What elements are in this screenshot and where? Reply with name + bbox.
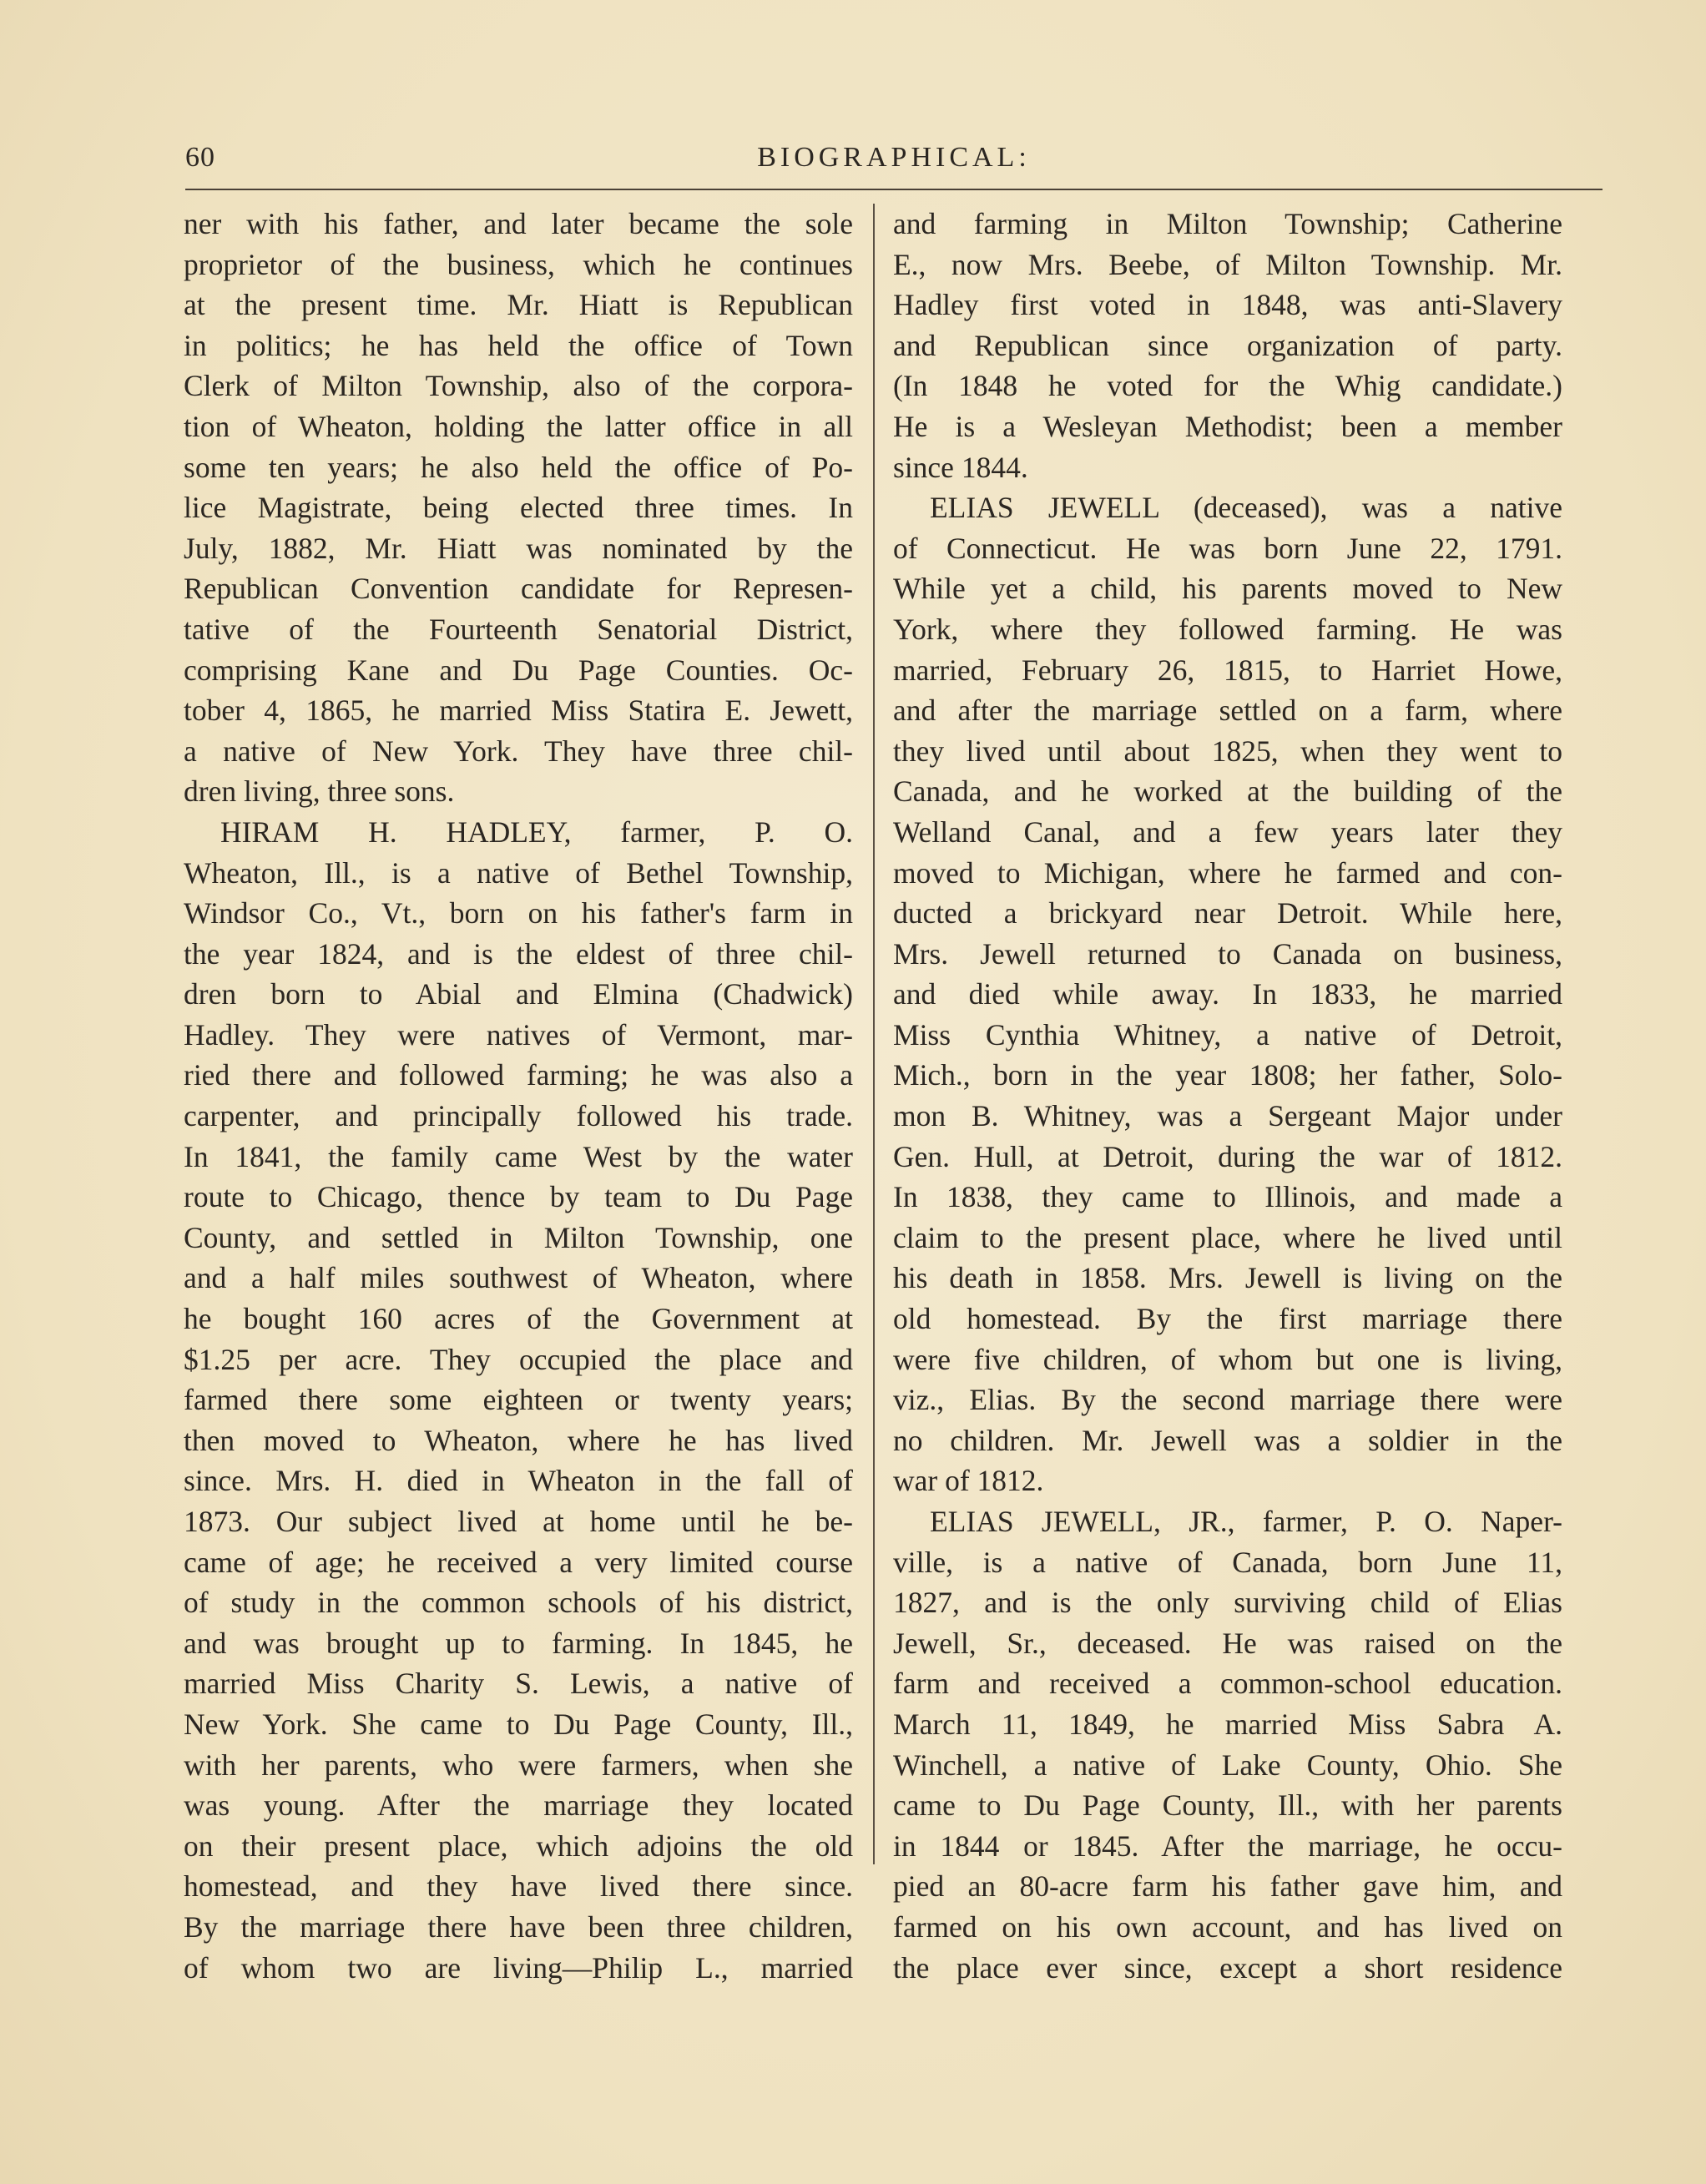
text-line: pied an 80-acre farm his father gave him, and: [893, 1869, 1562, 1904]
text-line: dren living, three sons.: [184, 774, 455, 809]
text-line: homestead, and they have lived there since.: [184, 1869, 853, 1904]
text-line: Republican Convention candidate for Represen-: [184, 572, 853, 606]
text-line: no children. Mr. Jewell was a soldier in the: [893, 1423, 1562, 1457]
column-divider: [873, 204, 875, 1864]
text-line: New York. She came to Du Page County, Ill.,: [184, 1707, 853, 1741]
text-line: ELIAS JEWELL (deceased), was a native: [930, 491, 1562, 525]
text-line: his death in 1858. Mrs. Jewell is living on the: [893, 1261, 1562, 1295]
text-line: While yet a child, his parents moved to New: [893, 572, 1562, 606]
page-header: [185, 142, 1603, 182]
text-line: ELIAS JEWELL, JR., farmer, P. O. Naper-: [930, 1505, 1562, 1538]
left-column: [184, 204, 853, 1988]
text-line: ville, is a native of Canada, born June 11,: [893, 1545, 1562, 1579]
text-line: tion of Wheaton, holding the latter office in all: [184, 409, 853, 443]
text-line: Welland Canal, and a few years later they: [893, 815, 1562, 849]
text-line: Canada, and he worked at the building of the: [893, 774, 1562, 809]
text-line: HIRAM H. HADLEY, farmer, P. O.: [220, 815, 853, 849]
text-line: mon B. Whitney, was a Sergeant Major under: [893, 1099, 1562, 1133]
text-line: Miss Cynthia Whitney, a native of Detroit,: [893, 1017, 1562, 1052]
text-line: married, February 26, 1815, to Harriet Howe,: [893, 653, 1562, 687]
text-line: in 1844 or 1845. After the marriage, he occu-: [893, 1828, 1562, 1863]
text-line: Jewell, Sr., deceased. He was raised on the: [893, 1626, 1562, 1660]
text-line: was young. After the marriage they located: [184, 1788, 853, 1823]
text-line: the year 1824, and is the eldest of three chil-: [184, 936, 853, 971]
text-line: of whom two are living—Philip L., married: [184, 1950, 853, 1985]
text-line: on their present place, which adjoins the old: [184, 1828, 853, 1863]
text-line: Mrs. Jewell returned to Canada on business,: [893, 936, 1562, 971]
text-line: in politics; he has held the office of Town: [184, 328, 853, 362]
text-line: they lived until about 1825, when they went to: [893, 734, 1562, 768]
text-line: ried there and followed farming; he was also a: [184, 1058, 853, 1092]
text-line: Mich., born in the year 1808; her father, Solo-: [893, 1058, 1562, 1092]
text-line: tative of the Fourteenth Senatorial District,: [184, 612, 853, 646]
text-line: Hadley first voted in 1848, was anti-Slavery: [893, 288, 1562, 322]
text-line: then moved to Wheaton, where he has lived: [184, 1423, 853, 1457]
text-line: He is a Wesleyan Methodist; been a member: [893, 409, 1562, 443]
text-line: some ten years; he also held the office of Po-: [184, 450, 853, 484]
header-rule: [185, 189, 1603, 190]
text-line: comprising Kane and Du Page Counties. Oc-: [184, 653, 853, 687]
text-line: came of age; he received a very limited course: [184, 1545, 853, 1579]
text-line: lice Magistrate, being elected three times. In: [184, 491, 853, 525]
text-line: and died while away. In 1833, he married: [893, 977, 1562, 1011]
text-line: July, 1882, Mr. Hiatt was nominated by the: [184, 531, 853, 565]
text-line: old homestead. By the first marriage there: [893, 1302, 1562, 1336]
text-line: ner with his father, and later became the sole: [184, 207, 853, 240]
text-line: farmed on his own account, and has lived on: [893, 1909, 1562, 1944]
text-line: March 11, 1849, he married Miss Sabra A.: [893, 1707, 1562, 1741]
text-line: Clerk of Milton Township, also of the corpora-: [184, 369, 853, 403]
text-line: of study in the common schools of his district,: [184, 1586, 853, 1620]
text-line: In 1838, they came to Illinois, and made a: [893, 1180, 1562, 1214]
text-line: since. Mrs. H. died in Wheaton in the fall of: [184, 1464, 853, 1498]
text-line: were five children, of whom but one is living,: [893, 1342, 1562, 1376]
text-line: and after the marriage settled on a farm, where: [893, 694, 1562, 728]
text-line: married Miss Charity S. Lewis, a native of: [184, 1667, 853, 1701]
text-line: viz., Elias. By the second marriage there were: [893, 1383, 1562, 1417]
text-line: and Republican since organization of party.: [893, 328, 1562, 362]
text-line: and farming in Milton Township; Catherine: [893, 207, 1562, 240]
text-line: Wheaton, Ill., is a native of Bethel Township,: [184, 855, 853, 890]
text-line: proprietor of the business, which he continues: [184, 247, 853, 281]
text-line: and a half miles southwest of Wheaton, where: [184, 1261, 853, 1295]
text-line: war of 1812.: [893, 1464, 1044, 1498]
text-line: came to Du Page County, Ill., with her parents: [893, 1788, 1562, 1823]
text-line: $1.25 per acre. They occupied the place and: [184, 1342, 853, 1376]
text-line: Windsor Co., Vt., born on his father's farm in: [184, 896, 853, 931]
text-line: E., now Mrs. Beebe, of Milton Township. Mr.: [893, 247, 1562, 281]
page-number: 60: [185, 142, 215, 173]
text-line: of Connecticut. He was born June 22, 1791.: [893, 531, 1562, 565]
text-line: By the marriage there have been three children,: [184, 1909, 853, 1944]
text-line: claim to the present place, where he lived until: [893, 1220, 1562, 1254]
text-line: route to Chicago, thence by team to Du Page: [184, 1180, 853, 1214]
text-line: 1873. Our subject lived at home until he be-: [184, 1505, 853, 1538]
text-line: at the present time. Mr. Hiatt is Republican: [184, 288, 853, 322]
running-head: BIOGRAPHICAL:: [757, 142, 1031, 173]
text-line: In 1841, the family came West by the water: [184, 1139, 853, 1173]
text-line: (In 1848 he voted for the Whig candidate.): [893, 369, 1562, 403]
text-line: Gen. Hull, at Detroit, during the war of 1812.: [893, 1139, 1562, 1173]
text-line: he bought 160 acres of the Government at: [184, 1302, 853, 1336]
text-line: York, where they followed farming. He was: [893, 612, 1562, 646]
text-line: with her parents, who were farmers, when she: [184, 1748, 853, 1782]
text-line: Hadley. They were natives of Vermont, mar-: [184, 1017, 853, 1052]
text-line: tober 4, 1865, he married Miss Statira E. Jewett,: [184, 694, 853, 728]
text-line: carpenter, and principally followed his trade.: [184, 1099, 853, 1133]
text-line: County, and settled in Milton Township, one: [184, 1220, 853, 1254]
text-line: ducted a brickyard near Detroit. While here,: [893, 896, 1562, 931]
text-line: and was brought up to farming. In 1845, he: [184, 1626, 853, 1660]
text-line: farmed there some eighteen or twenty years;: [184, 1383, 853, 1417]
right-column: [893, 204, 1562, 1988]
text-line: dren born to Abial and Elmina (Chadwick): [184, 977, 853, 1011]
text-line: since 1844.: [893, 450, 1028, 484]
text-line: 1827, and is the only surviving child of Elias: [893, 1586, 1562, 1620]
text-line: Winchell, a native of Lake County, Ohio. She: [893, 1748, 1562, 1782]
text-line: moved to Michigan, where he farmed and con-: [893, 855, 1562, 890]
text-line: a native of New York. They have three chil-: [184, 734, 853, 768]
text-line: the place ever since, except a short residence: [893, 1950, 1562, 1985]
text-line: farm and received a common-school education.: [893, 1667, 1562, 1701]
